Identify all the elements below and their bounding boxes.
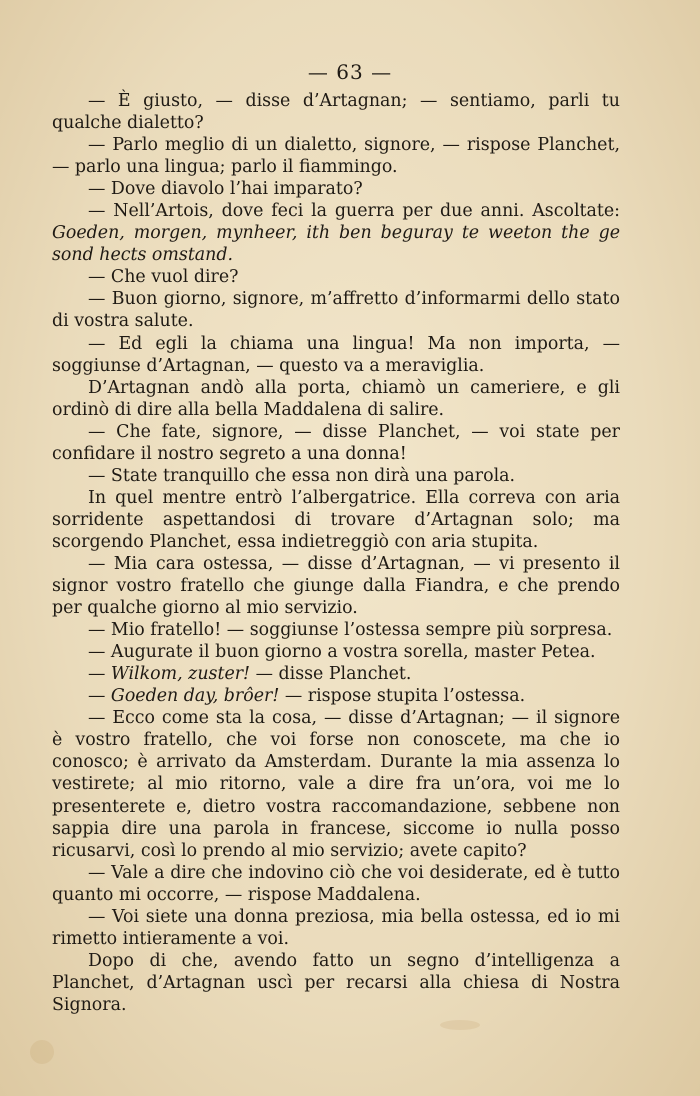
paragraph: — Wilkom, zuster! — disse Planchet.	[88, 664, 412, 685]
body-text	[52, 90, 620, 1016]
text-span: — Nell’Artois, dove feci la guerra per due anni. Ascoltate:	[88, 201, 620, 222]
paragraph: — Che fate, signore, — disse Planchet, — voi state per confidare il nostro segreto a una donna!	[52, 421, 620, 464]
paragraph: — Che vuol dire?	[88, 267, 239, 288]
paragraph: — Goeden day, brôer! — rispose stupita l’ostessa.	[88, 686, 526, 707]
paragraph: — Mio fratello! — soggiunse l’ostessa sempre più sorpresa.	[88, 620, 613, 641]
paragraph: — Ecco come sta la cosa, — disse d’Artagnan; — il signore è vostro fratello, che voi forse non conoscete, ma che io conosco; è arrivato da Amsterdam. Durante la mia assenza lo vestirete; al mio ritorno, vale a dire fra un’ora, voi me lo presenterete e, dietro vostra raccomandazione, sebbene non sappia dire una parola in francese, siccome io nulla posso ricusarvi, così lo prendo al mio servizio; avete capito?	[52, 708, 620, 861]
flemish-phrase: Goeden day, brôer!	[110, 686, 280, 707]
paragraph: — Dove diavolo l’hai imparato?	[88, 179, 363, 200]
paragraph: — È giusto, — disse d’Artagnan; — sentiamo, parli tu qualche dialetto?	[52, 91, 620, 134]
paper-stain	[440, 1020, 480, 1030]
paragraph: In quel mentre entrò l’albergatrice. Ella correva con aria sorridente aspettandosi di trovare d’Artagnan solo; ma scorgendo Planchet, essa indietreggiò con aria stupita.	[52, 487, 620, 552]
paragraph: — Buon giorno, signore, m’affretto d’informarmi dello stato di vostra salute.	[52, 289, 620, 332]
flemish-phrase: Goeden, morgen, mynheer, ith ben beguray te weeton the ge sond hects omstand.	[52, 223, 620, 266]
text-span: — disse Planchet.	[255, 664, 412, 685]
page-number: — 63 —	[307, 60, 393, 84]
paragraph: — Voi siete una donna preziosa, mia bella ostessa, ed io mi rimetto intieramente a voi.	[52, 906, 620, 949]
paragraph: D’Artagnan andò alla porta, chiamò un cameriere, e gli ordinò di dire alla bella Maddalena di salire.	[52, 377, 620, 420]
paragraph: — Augurate il buon giorno a vostra sorella, master Petea.	[88, 642, 596, 663]
text-span: — rispose stupita l’ostessa.	[284, 686, 526, 707]
flemish-phrase: Wilkom, zuster!	[110, 664, 251, 685]
paragraph	[52, 200, 620, 266]
paragraph: — Vale a dire che indovino ciò che voi desiderate, ed è tutto quanto mi occorre, — rispose Maddalena.	[52, 862, 620, 905]
paragraph: — Ed egli la chiama una lingua! Ma non importa, — soggiunse d’Artagnan, — questo va a meraviglia.	[52, 333, 620, 376]
paragraph: Dopo di che, avendo fatto un segno d’intelligenza a Planchet, d’Artagnan uscì per recarsi alla chiesa di Nostra Signora.	[52, 950, 620, 1015]
paragraph: — Mia cara ostessa, — disse d’Artagnan, — vi presento il signor vostro fratello che giunge dalla Fiandra, e che prendo per qualche giorno al mio servizio.	[52, 553, 620, 619]
paragraph: — Parlo meglio di un dialetto, signore, — rispose Planchet, — parlo una lingua; parlo il fiammingo.	[52, 135, 620, 178]
paper-stain	[30, 1040, 54, 1064]
paragraph: — State tranquillo che essa non dirà una parola.	[88, 465, 516, 486]
